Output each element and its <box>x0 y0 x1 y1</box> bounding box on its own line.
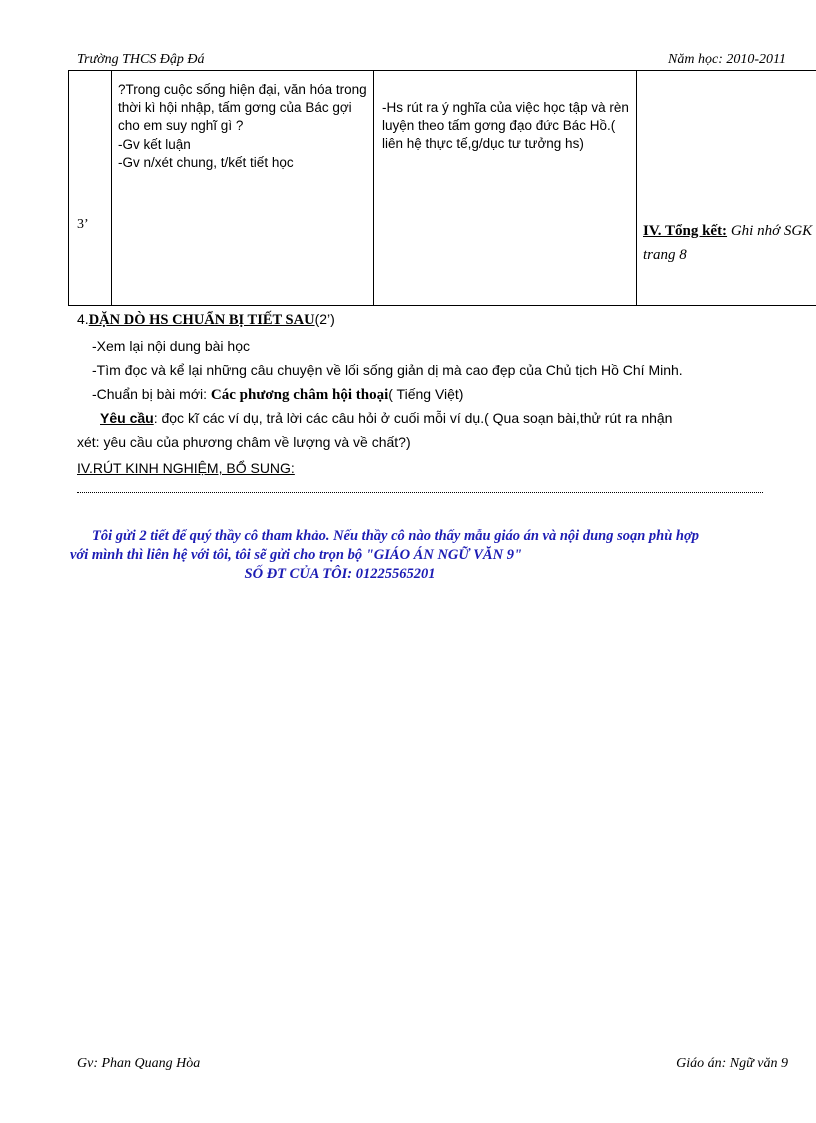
teacher-wrapup: -Gv n/xét chung, t/kết tiết học <box>118 154 294 170</box>
time-cell <box>69 71 112 306</box>
time-value: 3’ <box>77 217 89 232</box>
requirement-line-1: Yêu cầu: đọc kĩ các ví dụ, trả lời các câu hỏi ở cuối mỗi ví dụ.( Qua soạn bài,thử rút ra nhận <box>100 410 673 426</box>
lesson-table <box>68 70 816 306</box>
new-lesson-title: Các phương châm hội thoại <box>210 387 389 403</box>
section-4-heading: DẶN DÒ HS CHUẨN BỊ TIẾT SAU <box>88 312 315 328</box>
teacher-question: ?Trong cuộc sống hiện đại, văn hóa trong thời kì hội nhập, tấm gơng của Bác gợi cho em suy nghĩ gì ? <box>118 82 367 134</box>
section-4-time: (2’) <box>314 311 335 327</box>
summary-text: Ghi nhớ SGK trang 8 <box>643 223 813 263</box>
teacher-conclusion: -Gv kết luận <box>118 136 191 152</box>
homework-item-1: -Xem lại nội dung bài học <box>92 338 250 354</box>
author-note <box>70 527 770 584</box>
summary-label: IV. Tổng kết: <box>643 223 728 239</box>
note-line-1: Tôi gửi 2 tiết để quý thầy cô tham khảo. Nếu thầy cô nào thấy mẫu giáo án và nội dung soạn phù hợp <box>92 528 700 544</box>
school-name: Trường THCS Đập Đá <box>77 52 205 67</box>
school-year: Năm học: 2010-2011 <box>668 52 786 67</box>
student-activity-cell <box>374 71 637 306</box>
requirement-line-2: xét: yêu cầu của phương châm về lượng và về chất?) <box>77 434 411 450</box>
footer-subject: Giáo án: Ngữ văn 9 <box>676 1056 788 1071</box>
summary-block <box>643 219 816 267</box>
teacher-activity-cell <box>112 71 374 306</box>
homework-item-3: -Chuẩn bị bài mới: Các phương châm hội thoại( Tiếng Việt) <box>92 386 464 403</box>
requirement-label: Yêu cầu <box>100 410 154 426</box>
new-lesson-suffix: ( Tiếng Việt) <box>388 386 464 402</box>
footer-author: Gv: Phan Quang Hòa <box>77 1056 201 1071</box>
note-phone: SỐ ĐT CỦA TÔI: 01225565201 <box>244 566 436 582</box>
note-line-2: với mình thì liên hệ với tôi, tôi sẽ gửi cho trọn bộ "GIÁO ÁN NGỮ VĂN 9" <box>70 547 522 563</box>
content-cell <box>637 71 816 306</box>
homework-item-2: -Tìm đọc và kể lại những câu chuyện về lối sống giản dị mà cao đẹp của Chủ tịch Hồ Chí Minh. <box>92 362 683 378</box>
dotted-line <box>77 492 763 493</box>
section-iv-title: IV.RÚT KINH NGHIỆM, BỔ SUNG: <box>77 460 295 476</box>
student-activity: -Hs rút ra ý nghĩa của việc học tập và rèn luyện theo tấm gơng đạo đức Bác Hồ.( liên hệ thực tế,g/dục tư tưởng hs) <box>382 100 629 152</box>
section-4-title: 4.DẶN DÒ HS CHUẨN BỊ TIẾT SAU(2’) <box>77 311 335 328</box>
